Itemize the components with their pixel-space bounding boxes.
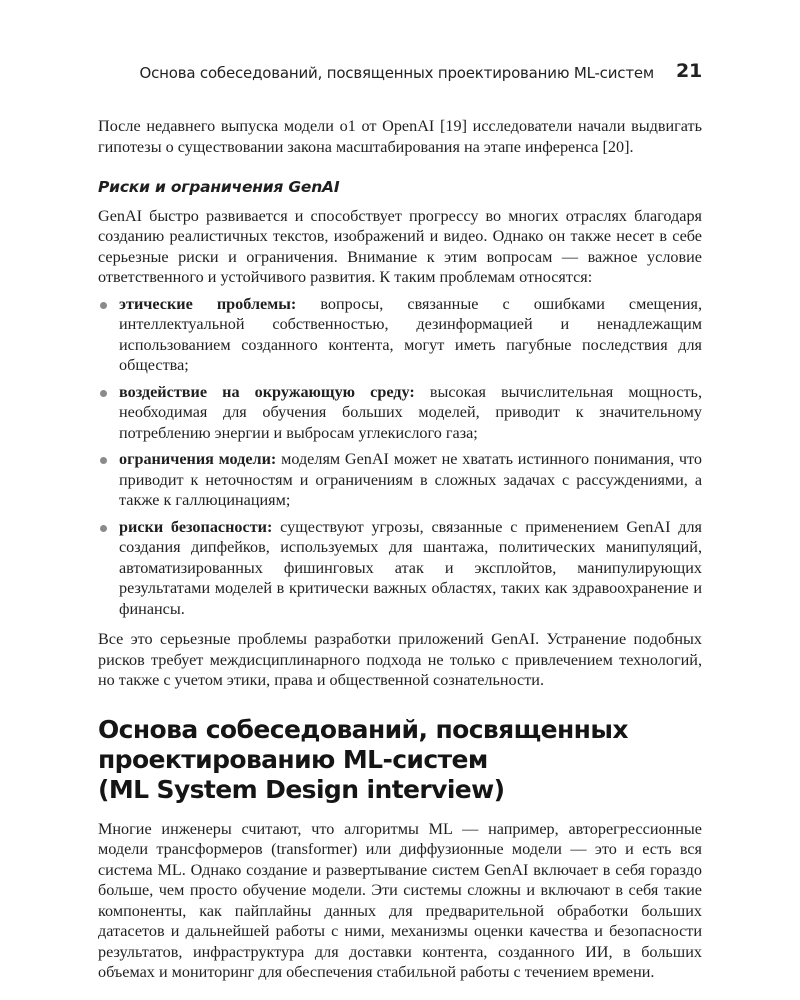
running-title: Основа собеседований, посвященных проектированию ML-систем	[139, 64, 654, 82]
risks-summary-paragraph: Все это серьезные проблемы разработки приложений GenAI. Устранение подобных рисков требует междисциплинарного подхода не только с привлечением технологий, но также с учетом этики, права и общественной сознательности.	[98, 630, 702, 689]
bullet-term: ограничения модели:	[119, 450, 277, 468]
bullet-text: высокая вычислительная мощность, необходимая для обучения больших моделей, приводит к значительному потреблению энергии и выбросам углекислого газа;	[119, 382, 702, 442]
list-item	[98, 449, 702, 511]
bullet-dot-icon	[100, 302, 107, 309]
bullet-term: воздействие на окружающую среду:	[119, 382, 415, 401]
list-item	[98, 517, 702, 620]
running-header	[98, 62, 702, 86]
risks-intro-paragraph: GenAI быстро развивается и способствует прогрессу во многих отраслях благодаря созданию реалистичных текстов, изображений и видео. Однако он также несет в себе серьезные риски и ограничения. Внимание к этим вопросам — важное условие ответственного и устойчивого развития. К таким проблемам относятся:	[98, 206, 702, 286]
list-item	[98, 294, 702, 376]
page-content	[98, 116, 702, 983]
section-paragraph: Многие инженеры считают, что алгоритмы ML — например, авторегрессионные модели трансформеров (transformer) или диффузионные модели — это и есть вся система ML. Однако создание и развертывание систем GenAI включает в себя гораздо больше, чем просто обучение модели. Эти системы сложны и включают в себя такие компоненты, как пайплайны данных для предварительной обработки больших датасетов и дальнейшей работы с ними, механизмы оценки качества и безопасности результатов, инфраструктура для доставки контента, созданного ИИ, в больших объемах и мониторинг для обеспечения стабильной работы с течением времени.	[98, 819, 702, 981]
section-heading-line: (ML System Design interview)	[98, 774, 505, 804]
bullet-dot-icon	[100, 525, 107, 532]
section-heading-line: проектированию ML-систем	[98, 744, 488, 774]
risks-list	[98, 294, 702, 620]
list-item	[98, 382, 702, 444]
bullet-text: моделям GenAI может не хватать истинного понимания, что приводит к неточностям и ограничениям в сложных задачах с рассуждениями, а также к галлюцинациям;	[119, 450, 702, 509]
risks-subheading: Риски и ограничения GenAI	[98, 178, 340, 196]
bullet-dot-icon	[100, 390, 107, 397]
bullet-term: этические проблемы:	[119, 294, 297, 313]
bullet-term: риски безопасности:	[119, 517, 273, 536]
bullet-dot-icon	[100, 457, 107, 464]
bullet-text: существуют угрозы, связанные с применением GenAI для создания дипфейков, используемых для шантажа, политических манипуляций, автоматизированных фишинговых атак и эксплойтов, манипулирующих результатами моделей в критически важных областях, таких как здравоохранение и финансы.	[119, 517, 702, 618]
page-number: 21	[675, 60, 702, 82]
intro-paragraph: После недавнего выпуска модели o1 от OpenAI [19] исследователи начали выдвигать гипотезы о существовании закона масштабирования на этапе инференса [20].	[98, 117, 702, 156]
book-page	[98, 0, 702, 1000]
section-heading	[98, 715, 702, 805]
bullet-text: вопросы, связанные с ошибками смещения, интеллектуальной собственностью, дезинформацией и ненадлежащим использованием созданного контента, могут иметь пагубные последствия для общества;	[119, 294, 702, 374]
section-heading-line: Основа собеседований, посвященных	[98, 714, 628, 744]
